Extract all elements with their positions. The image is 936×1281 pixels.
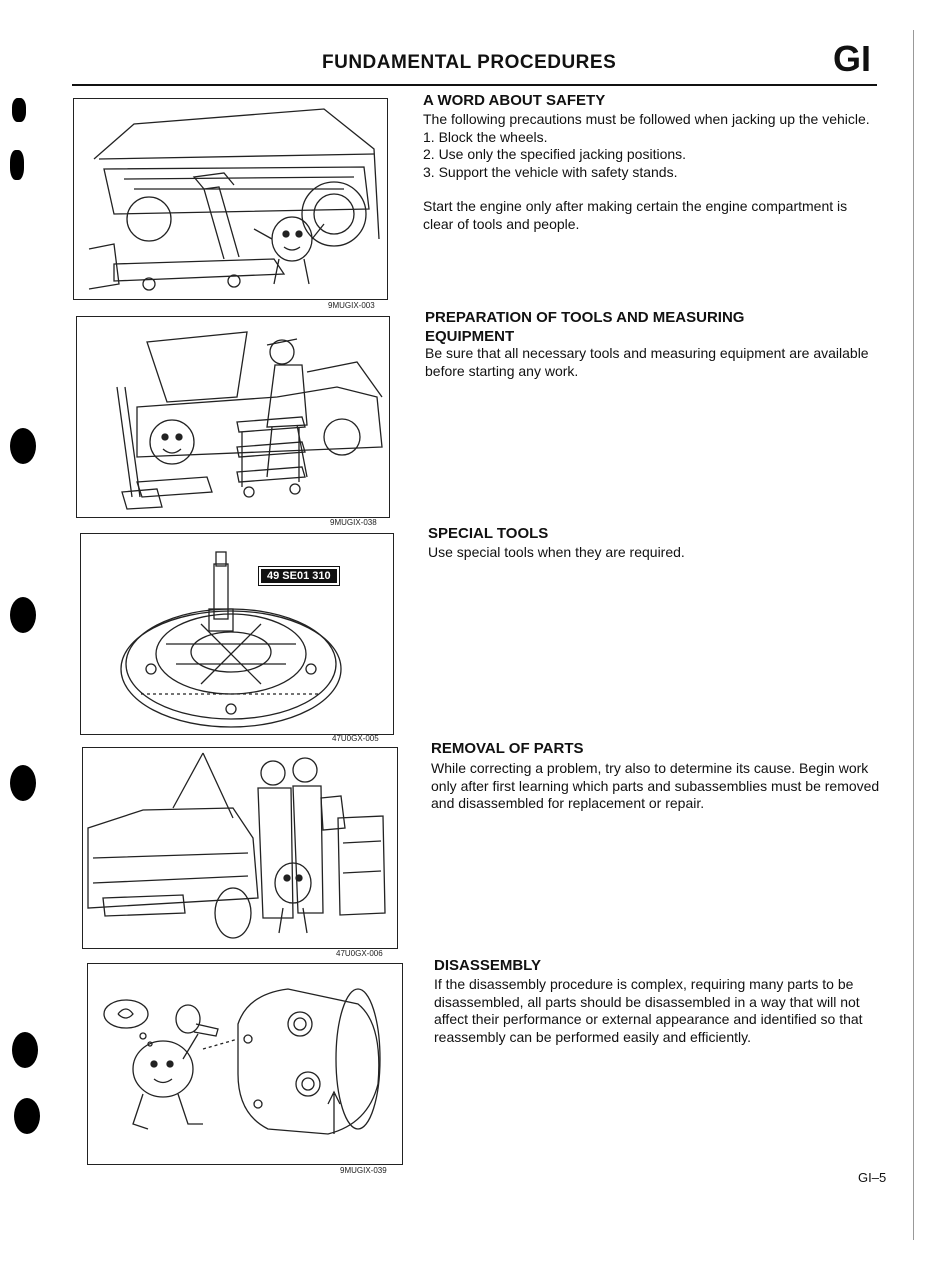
binder-hole-mark (12, 98, 26, 122)
safety-step: 2. Use only the specified jacking positions. (423, 146, 687, 162)
section-body-special-tools: Use special tools when they are required. (428, 544, 685, 560)
removal-illustration (83, 748, 397, 948)
binder-hole-mark (10, 428, 36, 464)
tool-number-label: 49 SE01 310 (259, 567, 339, 585)
header-rule (72, 84, 877, 86)
binder-hole-mark (10, 150, 24, 180)
section-heading-safety: A WORD ABOUT SAFETY (423, 92, 606, 109)
figure-tools-preparation (76, 316, 390, 518)
binder-hole-mark (14, 1098, 40, 1134)
section-heading-disassembly: DISASSEMBLY (434, 957, 541, 974)
section-heading-removal: REMOVAL OF PARTS (431, 740, 584, 757)
figure-special-tool (80, 533, 394, 735)
figure-code: 9MUGIX-003 (328, 301, 375, 310)
disassembly-illustration (88, 964, 402, 1164)
page-number: GI–5 (858, 1170, 887, 1185)
section-body-preparation: Be sure that all necessary tools and measuring equipment are available before starting any work. (425, 345, 869, 379)
section-body-removal: While correcting a problem, try also to determine its cause. Begin work only after first learning which parts and subassemblies must be removed and disassembled for replacement or repair. (431, 760, 880, 811)
section-code: GI (833, 38, 872, 79)
jacking-illustration (74, 99, 387, 299)
safety-step: 1. Block the wheels. (423, 128, 548, 145)
safety-note: Start the engine only after making certain the engine compartment is clear of tools and people. (423, 198, 848, 232)
figure-code: 9MUGIX-038 (330, 518, 377, 527)
figure-removal-parts (82, 747, 398, 949)
figure-code: 47U0GX-005 (332, 734, 379, 743)
figure-code: 47U0GX-006 (336, 949, 383, 958)
figure-jacking-vehicle (73, 98, 388, 300)
binder-hole-mark (12, 1032, 38, 1068)
section-heading-preparation: PREPARATION OF TOOLS AND MEASURING EQUIPMENT (425, 309, 745, 345)
figure-disassembly (87, 963, 403, 1165)
safety-intro: The following precautions must be followed when jacking up the vehicle. (423, 111, 870, 127)
binder-hole-mark (10, 765, 36, 801)
section-heading-special-tools: SPECIAL TOOLS (428, 525, 549, 542)
binder-hole-mark (10, 597, 36, 633)
section-body-disassembly: If the disassembly procedure is complex, requiring many parts to be disassembled, all parts should be disassembled in a way that will not affect their performance or external appearance and identified so that reassembly can be performed easily and efficiently. (434, 976, 863, 1045)
section-body-safety (423, 111, 878, 233)
scan-edge-line (913, 30, 914, 1240)
safety-steps (423, 129, 878, 182)
figure-code: 9MUGIX-039 (340, 1166, 387, 1175)
tools-illustration (77, 317, 389, 517)
safety-step: 3. Support the vehicle with safety stands. (423, 163, 678, 180)
clutch-tool-illustration (81, 534, 393, 734)
page-title: FUNDAMENTAL PROCEDURES (322, 52, 617, 73)
